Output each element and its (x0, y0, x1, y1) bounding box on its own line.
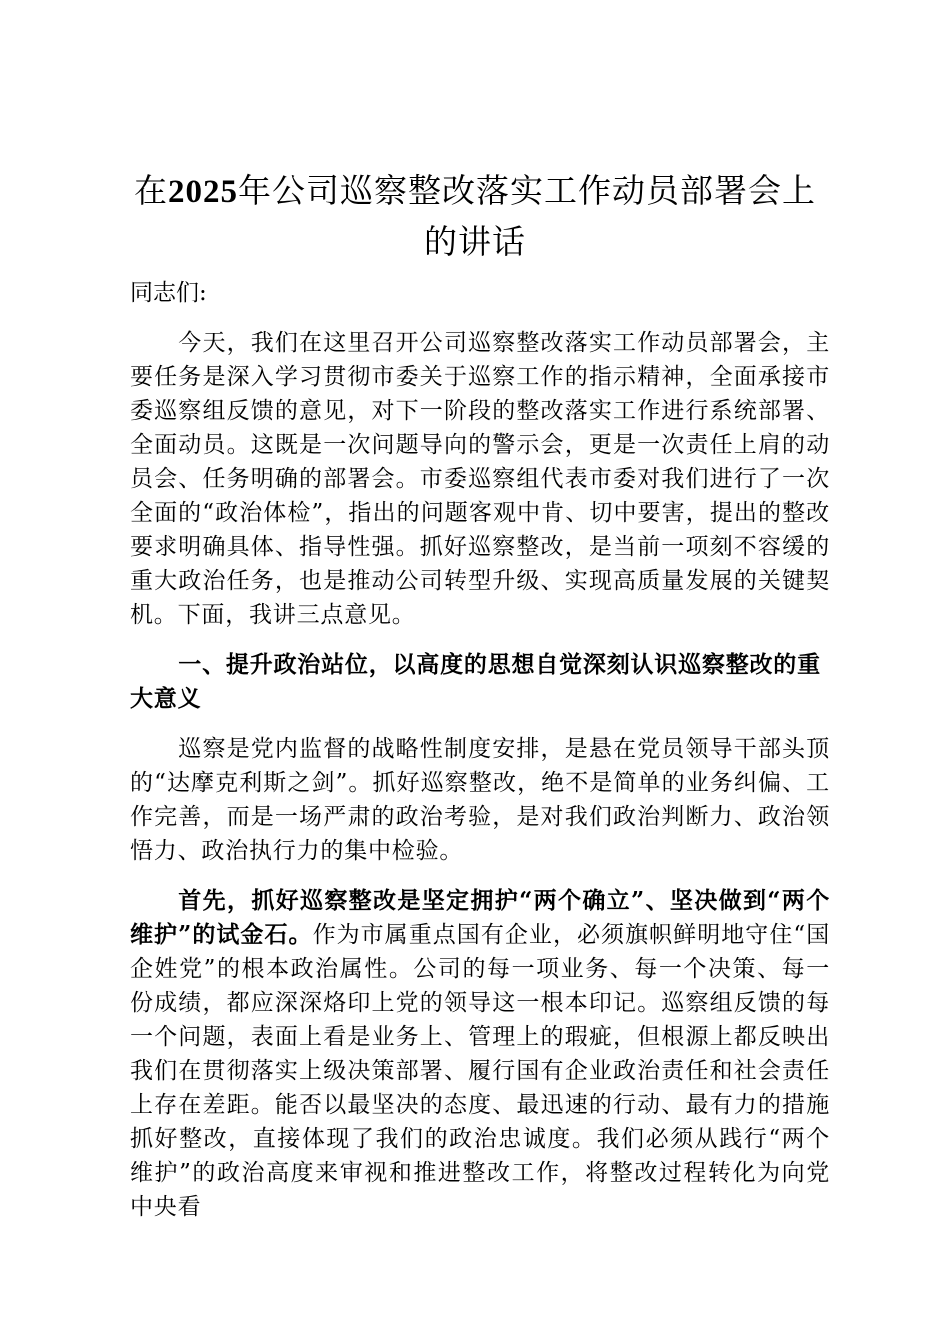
section-heading-1: 一、提升政治站位，以高度的思想自觉深刻认识巡察整改的重大意义 (130, 651, 821, 712)
paragraph-first-point-body: 作为市属重点国有企业，必须旗帜鲜明地守住“国企姓党”的根本政治属性。公司的每一项业务、每一个决策、每一份成绩，都应深深烙印上党的领导这一根本印记。巡察组反馈的每一个问题，表面上看是业务上、管理上的瑕疵，但根源上都反映出我们在贯彻落实上级决策部署、履行国有企业政治责任和社会责任上存在差距。能否以最坚决的态度、最迅速的行动、最有力的措施抓好整改，直接体现了我们的政治忠诚度。我们必须从践行“两个维护”的政治高度来审视和推进整改工作，将整改过程转化为向党中央看 (130, 922, 830, 1220)
paragraph-first-point (130, 884, 830, 1224)
paragraph-inspection-meaning: 巡察是党内监督的战略性制度安排，是悬在党员领导干部头顶的“达摩克利斯之剑”。抓好巡察整改，绝不是简单的业务纠偏、工作完善，而是一场严肃的政治考验，是对我们政治判断力、政治领悟力、政治执行力的集中检验。 (130, 736, 830, 864)
salutation: 同志们: (130, 280, 207, 306)
title-year: 2025 (168, 174, 238, 210)
document-body (130, 276, 830, 1240)
document-title (120, 166, 830, 267)
title-prefix: 在 (134, 171, 168, 210)
paragraph-opening: 今天，我们在这里召开公司巡察整改落实工作动员部署会，主要任务是深入学习贯彻市委关于巡察工作的指示精神，全面承接市委巡察组反馈的意见，对下一阶段的整改落实工作进行系统部署、全面动员。这既是一次问题导向的警示会，更是一次责任上肩的动员会、任务明确的部署会。市委巡察组代表市委对我们进行了一次全面的“政治体检”，指出的问题客观中肯、切中要害，提出的整改要求明确具体、指导性强。抓好巡察整改，是当前一项刻不容缓的重大政治任务，也是推动公司转型升级、实现高质量发展的关键契机。下面，我讲三点意见。 (130, 330, 830, 628)
title-suffix: 年公司巡察整改落实工作动员部署会上的讲话 (238, 171, 816, 261)
paragraph-first-point-lead: 首先，抓好巡察整改是坚定拥护“两个确立”、坚决做到“两个维护”的试金石。 (130, 887, 830, 948)
